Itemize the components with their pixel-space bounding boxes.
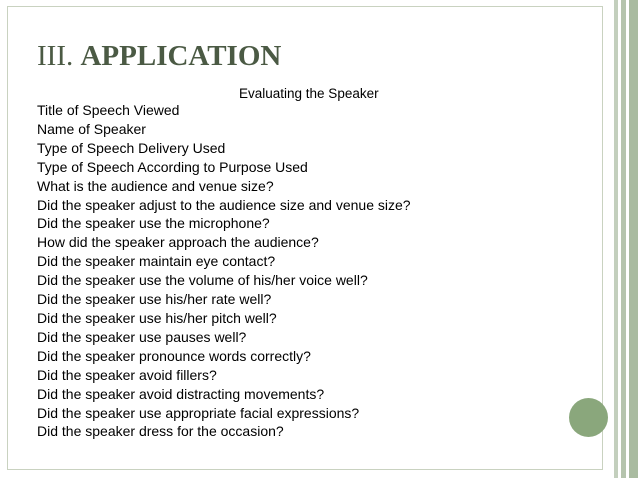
list-item: Type of Speech According to Purpose Used <box>37 158 308 175</box>
side-bar-decoration <box>614 0 618 478</box>
list-item: Did the speaker avoid distracting movements? <box>37 385 325 402</box>
side-bar-decoration <box>621 0 626 478</box>
side-bar-decoration <box>629 0 638 478</box>
list-item: Did the speaker use his/her rate well? <box>37 291 272 308</box>
list-item: Did the speaker use the microphone? <box>37 215 270 232</box>
list-item: Did the speaker use the volume of his/her voice well? <box>37 272 368 289</box>
slide-title <box>37 40 281 73</box>
list-item: Did the speaker adjust to the audience size and venue size? <box>37 196 411 213</box>
list-item: How did the speaker approach the audience? <box>37 234 319 251</box>
slide-subtitle: Evaluating the Speaker <box>239 86 379 101</box>
title-word: APPLICATION <box>80 40 282 72</box>
list-item: Did the speaker use appropriate facial expressions? <box>37 404 360 421</box>
accent-circle <box>569 398 608 437</box>
list-item: Name of Speaker <box>37 120 146 137</box>
title-numeral: III. <box>37 40 74 72</box>
list-item: Did the speaker use his/her pitch well? <box>37 309 277 326</box>
evaluation-list <box>37 101 411 441</box>
list-item: Did the speaker avoid fillers? <box>37 366 217 383</box>
list-item: Did the speaker pronounce words correctly? <box>37 347 311 364</box>
list-item: What is the audience and venue size? <box>37 177 274 194</box>
list-item: Did the speaker dress for the occasion? <box>37 423 284 440</box>
list-item: Did the speaker use pauses well? <box>37 328 247 345</box>
list-item: Title of Speech Viewed <box>37 102 180 118</box>
list-item: Did the speaker maintain eye contact? <box>37 253 276 270</box>
list-item: Type of Speech Delivery Used <box>37 139 226 156</box>
